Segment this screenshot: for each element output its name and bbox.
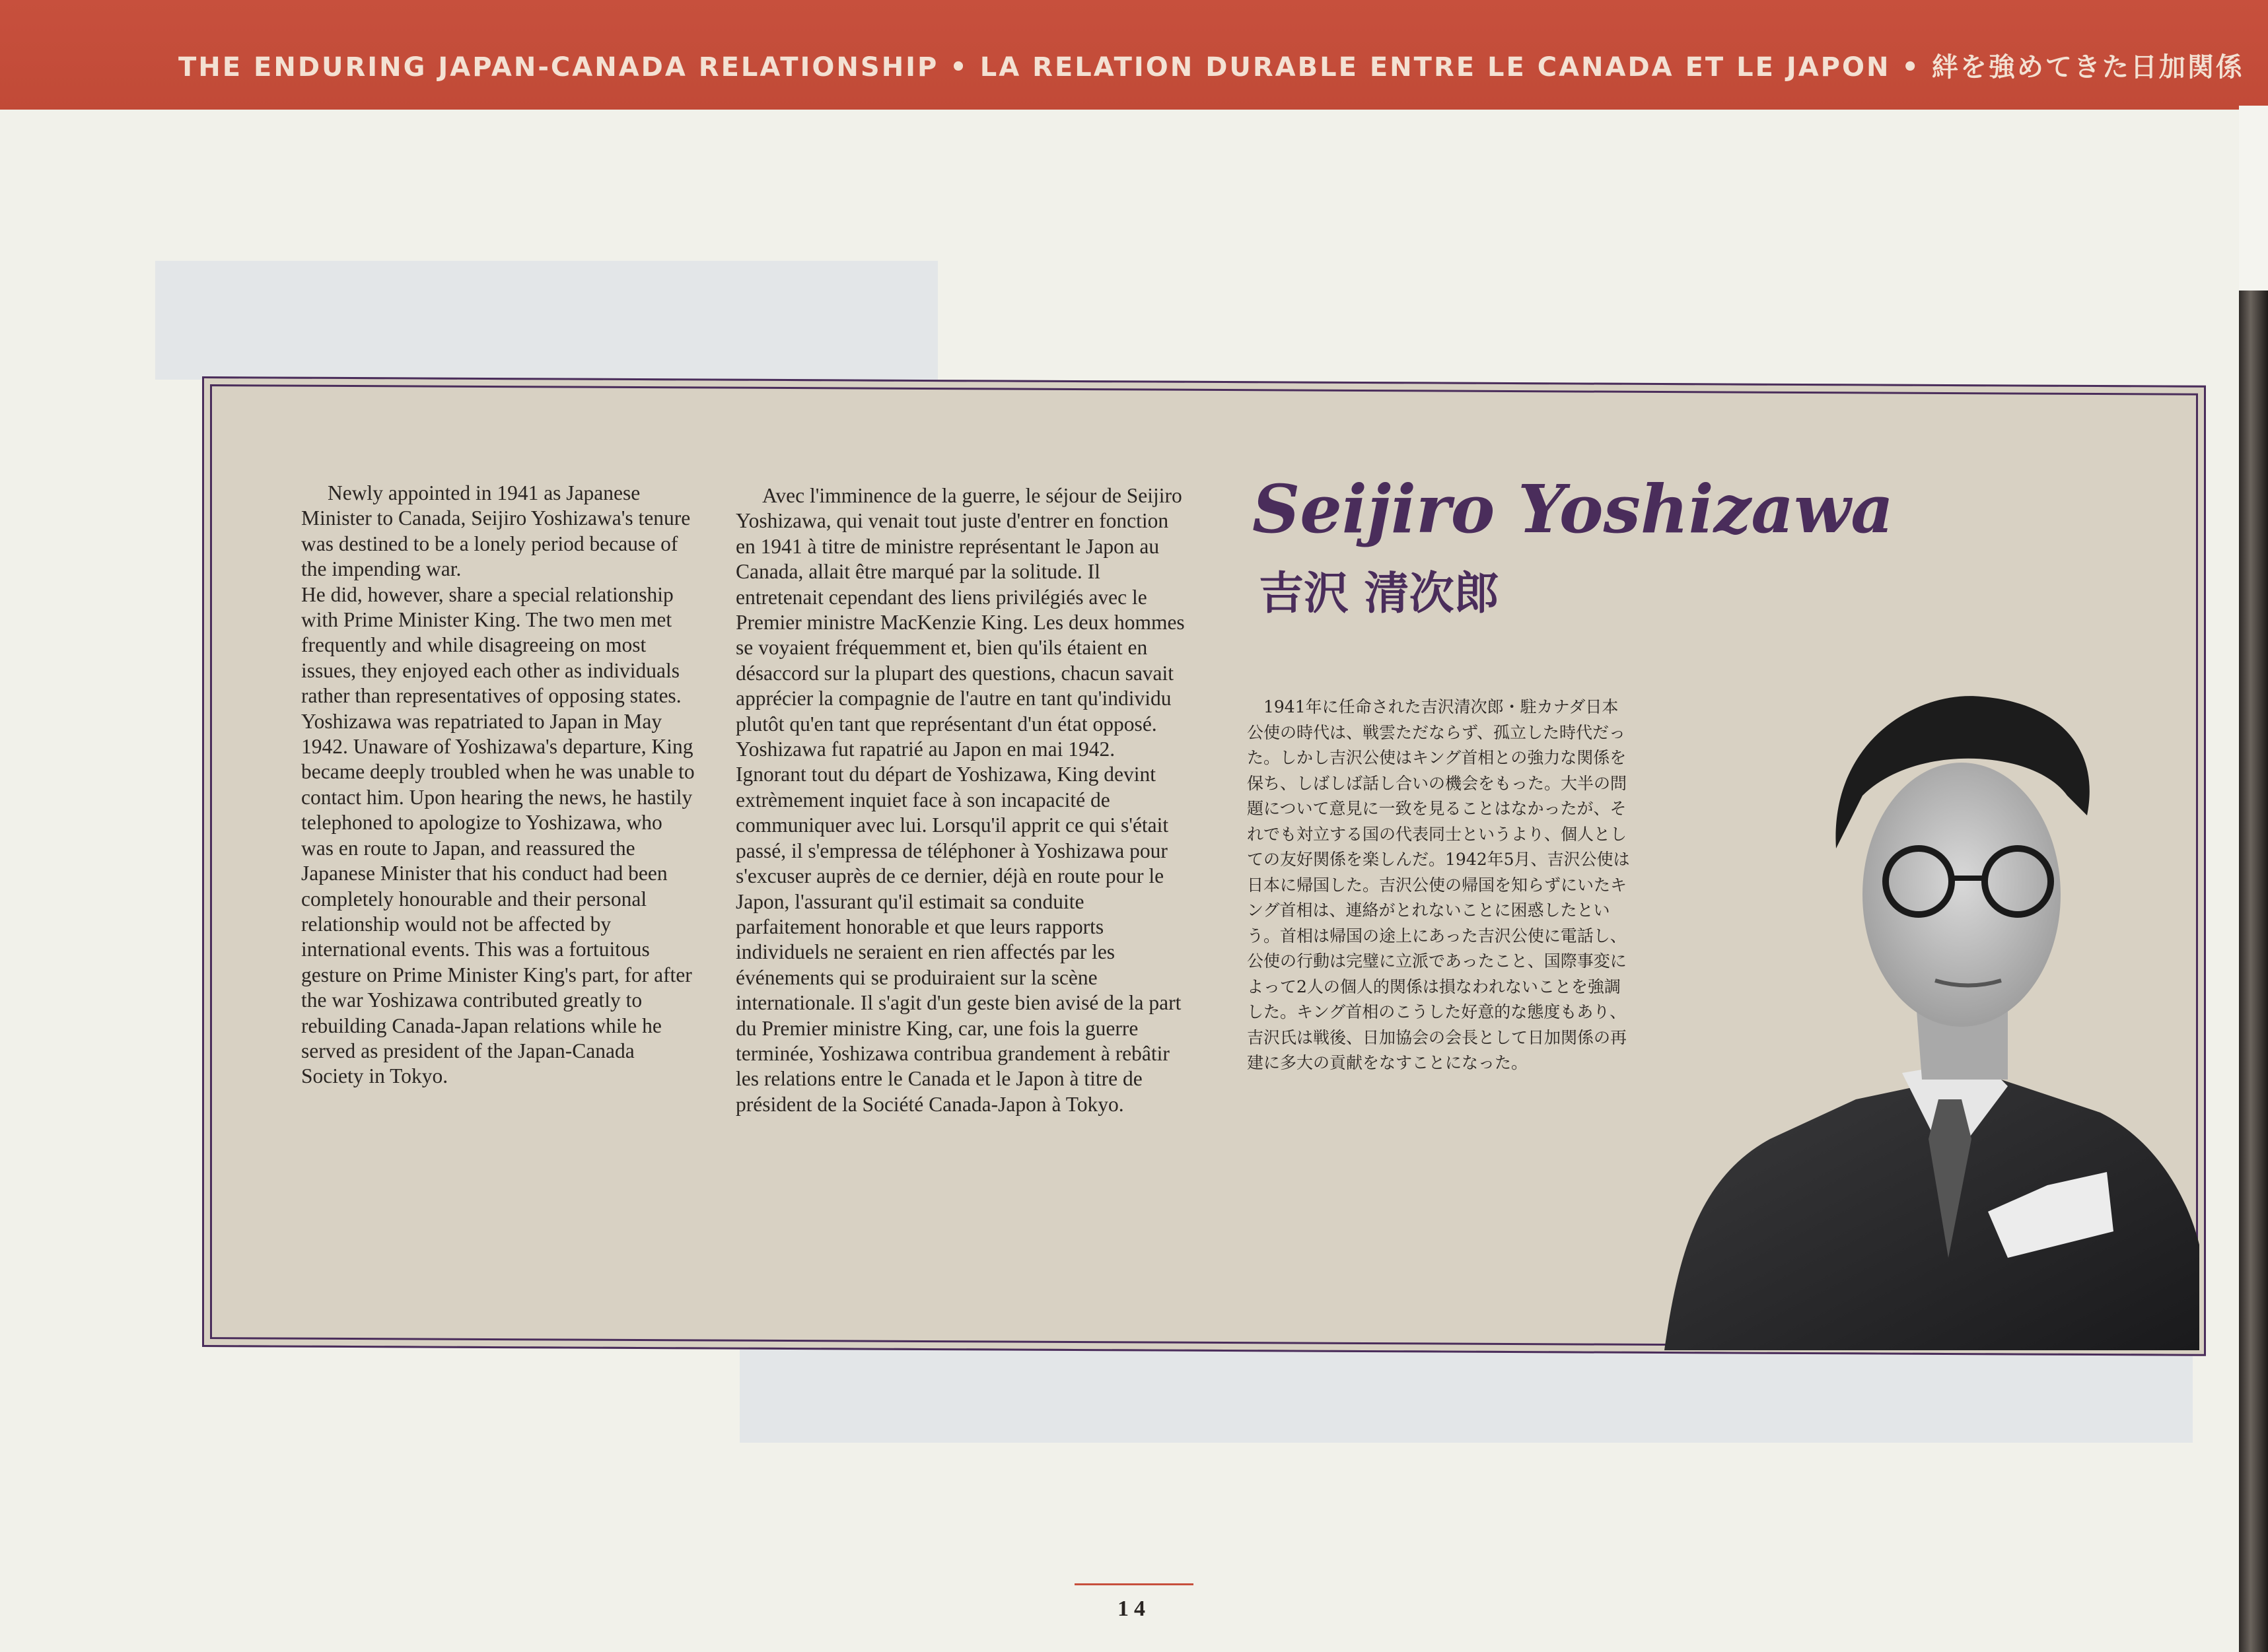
french-column (736, 483, 1185, 1117)
background-block (155, 261, 938, 380)
banner-title: THE ENDURING JAPAN-CANADA RELATIONSHIP • LA RELATION DURABLE ENTRE LE CANADA ET LE JAPON • 絆を強めてきた日加関係 (178, 52, 2244, 83)
profile-name-japanese: 吉沢 清次郎 (1259, 567, 1499, 620)
adjacent-page-edge (2239, 106, 2268, 1652)
background-block (740, 1347, 2193, 1443)
japanese-paragraph: 1941年に任命された吉沢清次郎・駐カナダ日本公使の時代は、戦雲ただならず、孤立した時代だった。しかし吉沢公使はキング首相との強力な関係を保ち、しばしば話し合いの機会をもった。大半の問題について意見に一致を見ることはなかったが、それでも対立する国の代表同士というより、個人としての友好関係を楽しんだ。1942年5月、吉沢公使は日本に帰国した。吉沢公使の帰国を知らずにいたキング首相は、連絡がとれないことに困惑したという。首相は帰国の途上にあった吉沢公使に電話し、公使の行動は完璧に立派であったこと、国際事変によって2人の個人的関係は損なわれないことを強調した。キング首相のこうした好意的な態度もあり、吉沢氏は戦後、日加協会の会長として日加関係の再建に多大の貢献をなすことになった。 (1247, 697, 1630, 1072)
portrait-photo (1638, 598, 2199, 1350)
japanese-column (1247, 695, 1633, 1076)
english-column (301, 481, 697, 1089)
profile-name: Seijiro Yoshizawa (1252, 470, 1894, 548)
french-paragraph: Avec l'imminence de la guerre, le séjour de Seijiro Yoshizawa, qui venait tout juste d'entrer en fonction en 1941 à titre de ministre représentant le Japon au Canada, allait être marqué par la solitude. Il entretenait cependant des liens privilégiés avec le Premier ministre MacKenzie King. Les deux hommes se voyaient fréquemment et, bien qu'ils étaient en désaccord sur la plupart des questions, chacun savait apprécier la compagnie de l'autre en tant qu'individu plutôt qu'en tant que représentant d'un état opposé. Yoshizawa fut rapatrié au Japon en mai 1942. Ignorant tout du départ de Yoshizawa, King devint extrèmement inquiet face à son incapacité de communiquer avec lui. Lorsqu'il apprit ce qui s'était passé, il s'empressa de téléphoner à Yoshizawa pour s'excuser auprès de ce dernier, déjà en route pour le Japon, l'assurant qu'il estimait sa conduite parfaitement honorable et que leurs rapports individuels ne seraient en rien affectés par les événements qui se produiraient sur la scène internationale. Il s'agit d'un geste bien avisé de la part du Premier ministre King, car, une fois la guerre terminée, Yoshizawa contribua grandement à rebâtir les relations entre le Canada et le Japon à titre de président de la Société Canada-Japon à Tokyo. (736, 484, 1185, 1116)
page-number: 14 (1117, 1597, 1151, 1621)
header-banner (0, 0, 2268, 110)
english-paragraph: He did, however, share a special relationship with Prime Minister King. The two men met frequently and while disagreeing on most issues, they enjoyed each other as individuals rather than representatives of opposing states. Yoshizawa was repatriated to Japan in May 1942. Unaware of Yoshizawa's departure, King became deeply troubled when he was unable to contact him. Upon hearing the news, he hastily telephoned to apologize to Yoshizawa, who was en route to Japan, and reassured the Japanese Minister that his conduct had been completely honourable and their personal relationship would not be affected by international events. This was a fortuitous gesture on Prime Minister King's part, for after the war Yoshizawa contributed greatly to rebuilding Canada-Japan relations while he served as president of the Japan-Canada Society in Tokyo. (301, 582, 695, 1088)
english-paragraph: Newly appointed in 1941 as Japanese Minister to Canada, Seijiro Yoshizawa's tenure was destined to be a lonely period because of the impending war. (301, 481, 691, 581)
page-number-rule (1075, 1583, 1193, 1585)
